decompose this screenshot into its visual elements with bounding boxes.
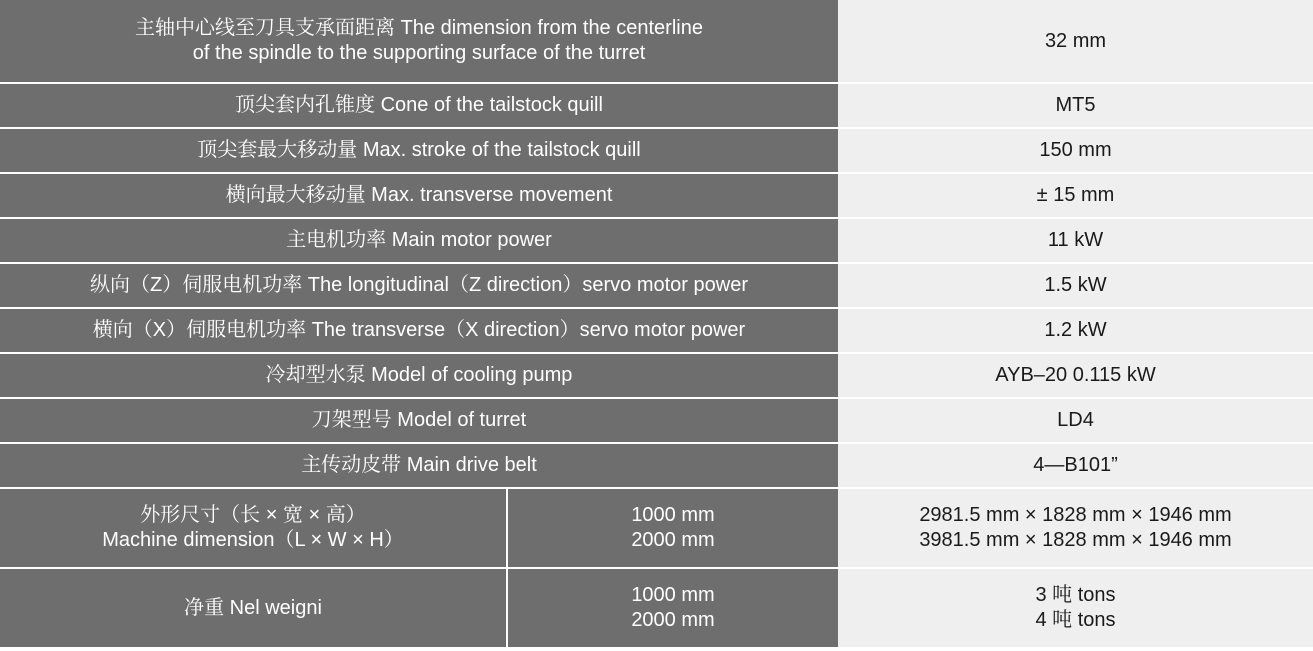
spec-weight-lengths: 1000 mm 2000 mm — [506, 569, 838, 647]
spec-value-main-motor: 11 kW — [838, 219, 1313, 264]
spec-label-z-servo: 纵向（Z）伺服电机功率 The longitudinal（Z direction）servo motor power — [0, 264, 838, 309]
spec-label-tailstock-cone: 顶尖套内孔锥度 Cone of the tailstock quill — [0, 84, 838, 129]
spec-label-x-servo: 横向（X）伺服电机功率 The transverse（X direction）servo motor power — [0, 309, 838, 354]
spec-value-weight: 3 吨 tons 4 吨 tons — [838, 569, 1313, 647]
spec-value-turret-model: LD4 — [838, 399, 1313, 444]
spec-label-drive-belt: 主传动皮带 Main drive belt — [0, 444, 838, 489]
spec-value-dimension: 2981.5 mm × 1828 mm × 1946 mm 3981.5 mm × 1828 mm × 1946 mm — [838, 489, 1313, 569]
spec-value-x-servo: 1.2 kW — [838, 309, 1313, 354]
spec-label-spindle-to-turret: 主轴中心线至刀具支承面距离 The dimension from the centerline of the spindle to the supporting surface of the turret — [0, 0, 838, 84]
spec-value-drive-belt: 4—B101” — [838, 444, 1313, 489]
spec-label-dimension: 外形尺寸（长 × 宽 × 高） Machine dimension（L × W × H） — [0, 489, 506, 567]
spec-label-main-motor: 主电机功率 Main motor power — [0, 219, 838, 264]
spec-dimension-lengths: 1000 mm 2000 mm — [506, 489, 838, 567]
spec-value-cooling-pump: AYB–20 0.115 kW — [838, 354, 1313, 399]
spec-value-tailstock-cone: MT5 — [838, 84, 1313, 129]
spec-value-z-servo: 1.5 kW — [838, 264, 1313, 309]
spec-value-spindle-to-turret: 32 mm — [838, 0, 1313, 84]
spec-weight-label-group — [0, 569, 838, 647]
spec-label-tailstock-stroke: 顶尖套最大移动量 Max. stroke of the tailstock quill — [0, 129, 838, 174]
spec-label-turret-model: 刀架型号 Model of turret — [0, 399, 838, 444]
spec-label-transverse-movement: 横向最大移动量 Max. transverse movement — [0, 174, 838, 219]
spec-label-cooling-pump: 冷却型水泵 Model of cooling pump — [0, 354, 838, 399]
spec-dimension-label-group — [0, 489, 838, 569]
spec-value-tailstock-stroke: 150 mm — [838, 129, 1313, 174]
spec-label-weight: 净重 Nel weigni — [0, 569, 506, 647]
spec-value-transverse-movement: ± 15 mm — [838, 174, 1313, 219]
